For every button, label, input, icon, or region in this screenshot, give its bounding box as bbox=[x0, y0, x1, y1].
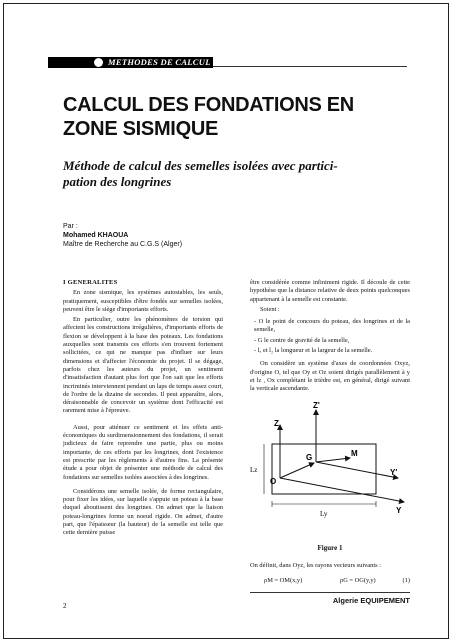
axes-diagram bbox=[250, 392, 410, 537]
article-title bbox=[63, 93, 403, 141]
section-heading: I GENERALITES bbox=[63, 279, 118, 286]
bullet-icon bbox=[94, 58, 103, 67]
subtitle-line-2: pation des longrines bbox=[63, 174, 172, 189]
gm-vector bbox=[316, 458, 350, 462]
left-column bbox=[63, 279, 223, 540]
subtitle-line-1: Méthode de calcul des semelles isolées avec partici- bbox=[63, 158, 338, 173]
title-line-1: CALCUL DES FONDATIONS EN bbox=[63, 94, 354, 116]
og-vector bbox=[280, 463, 314, 478]
label-ly: Ly bbox=[320, 510, 328, 518]
label-y-prime: Y' bbox=[390, 468, 398, 477]
author-affiliation: Maître de Recherche au C.G.S (Alger) bbox=[63, 241, 183, 248]
section-label: METHODES DE CALCUL bbox=[108, 57, 211, 67]
article-subtitle bbox=[63, 158, 403, 190]
paragraph: Soient : bbox=[260, 305, 280, 313]
paragraph: Aussi, pour atténuer ce sentiment et les effets anti-économiques du surdimensionnement des fondations, il serait judicieux de faire reprendre une partie, plus ou moins importante, de ces efforts par les longrines, dont l'existence est prescrite par les règlements à d'autres fins. La présente étude a pour objet de présenter une méthode de calcul des fondations sur semelles isolées associées à des longrines. bbox=[63, 423, 223, 481]
label-m: M bbox=[351, 449, 358, 458]
paragraph: En particulier, outre les phénomènes de torsion qui affectent les constructions irrégulières, d'importants efforts de flexion se développent à la base des poteaux. Les fondations auxquelles sont transmis ces efforts s'en trouvent fortement sollicitées, ce qui ne manque pas d'influer sur leurs dimensions et d'affecter l'économie du projet. Il se dégage, parfois chez les auteurs du projet, un sentiment d'insatisfaction d'autant plus fort que l'on sait que les efforts incriminés interviennent pendant un laps de temps assez court, de l'ordre de la dizaine de secondes. Il peut apparaître, alors, déraisonnable de concevoir un système dont l'efficacité est rarement mise à l'épreuve. bbox=[63, 316, 223, 415]
label-lz: Lz bbox=[250, 466, 258, 474]
journal-name: Algerie EQUIPEMENT bbox=[332, 596, 410, 605]
figure-caption: Figure 1 bbox=[317, 544, 343, 552]
figure-description: On définit, dans Oyz, les rayons vecteurs suivants : bbox=[250, 562, 381, 569]
right-column bbox=[250, 279, 410, 396]
author-name: Mohamed KHAOUA bbox=[63, 232, 129, 239]
page-number: 2 bbox=[63, 602, 67, 610]
title-line-2: ZONE SISMIQUE bbox=[63, 118, 219, 140]
byline bbox=[63, 222, 313, 249]
label-g: G bbox=[306, 453, 313, 462]
byline-par: Par : bbox=[63, 223, 78, 230]
list-item: - O le point de concours du poteau, des longrines et de la semelle, bbox=[254, 318, 410, 334]
footer-rule bbox=[250, 592, 410, 593]
paragraph: être considérée comme infiniment rigide. Il découle de cette hypothèse que la distance relative de deux points quelconques appartenant à la semelle est constante. bbox=[250, 279, 410, 303]
label-o: O bbox=[270, 477, 277, 486]
label-z: Z bbox=[274, 419, 279, 428]
section-banner bbox=[48, 57, 213, 68]
list-item: - G le centre de gravité de la semelle, bbox=[254, 336, 350, 344]
figure-1-diagram bbox=[250, 392, 410, 537]
paragraph: En zone sismique, les systèmes autostables, les seuls, pratiquement, susceptibles d'être fondés sur semelles isolées, peuvent être le siège d'importants efforts. bbox=[63, 289, 223, 313]
header-rule bbox=[213, 66, 407, 67]
label-z-prime: Z' bbox=[313, 401, 320, 410]
equation-number: (1) bbox=[402, 577, 410, 584]
equation-left: ρM = OM(x,y) bbox=[264, 577, 303, 584]
paragraph: Considérons une semelle isolée, de forme rectangulaire, pour fixer les idées, sur laquelle s'appuie un poteau à la base duquel aboutissent des longrines. On admet que la liaison poteau-longrines forme un noeud rigide. On admet, d'autre part, que l'épaisseur (la hauteur) de la semelle est telle que cette dernière puisse bbox=[63, 487, 223, 537]
paragraph: On considère un système d'axes de coordonnées Oxyz, d'origine O, tel que Oy et Oz soient dirigés parallèlement à y et lz , Ox complétant le trièdre est, en général, dirigé suivant la verticale ascendante. bbox=[250, 360, 410, 393]
list-item: - lₓ et l₂ la longueur et la largeur de la semelle. bbox=[254, 347, 373, 355]
y-axis bbox=[280, 478, 404, 502]
label-y: Y bbox=[396, 506, 402, 515]
equation-right: ρG = OG(y,y) bbox=[340, 577, 376, 584]
y-prime-axis bbox=[316, 462, 398, 478]
